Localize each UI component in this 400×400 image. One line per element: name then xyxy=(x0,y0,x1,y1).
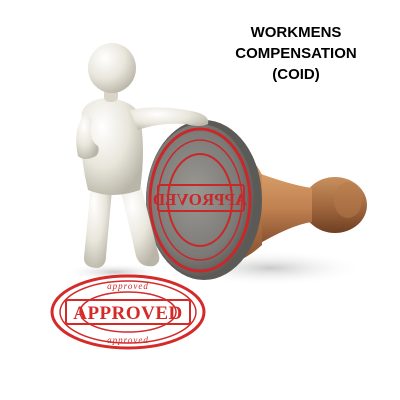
headline-line-3: (COID) xyxy=(272,66,320,83)
stamp-face xyxy=(146,120,262,280)
headline-line-1: WORKMENS xyxy=(250,24,342,41)
imprint-ring-text-bottom: approved xyxy=(107,335,149,345)
approved-imprint xyxy=(52,276,204,348)
headline xyxy=(196,22,396,85)
imprint-ring-text-top: approved xyxy=(107,281,149,291)
imprint-word: APPROVED xyxy=(73,303,183,324)
stamp-face-word: APPROVED xyxy=(152,190,248,209)
headline-line-2: COMPENSATION xyxy=(235,45,357,62)
